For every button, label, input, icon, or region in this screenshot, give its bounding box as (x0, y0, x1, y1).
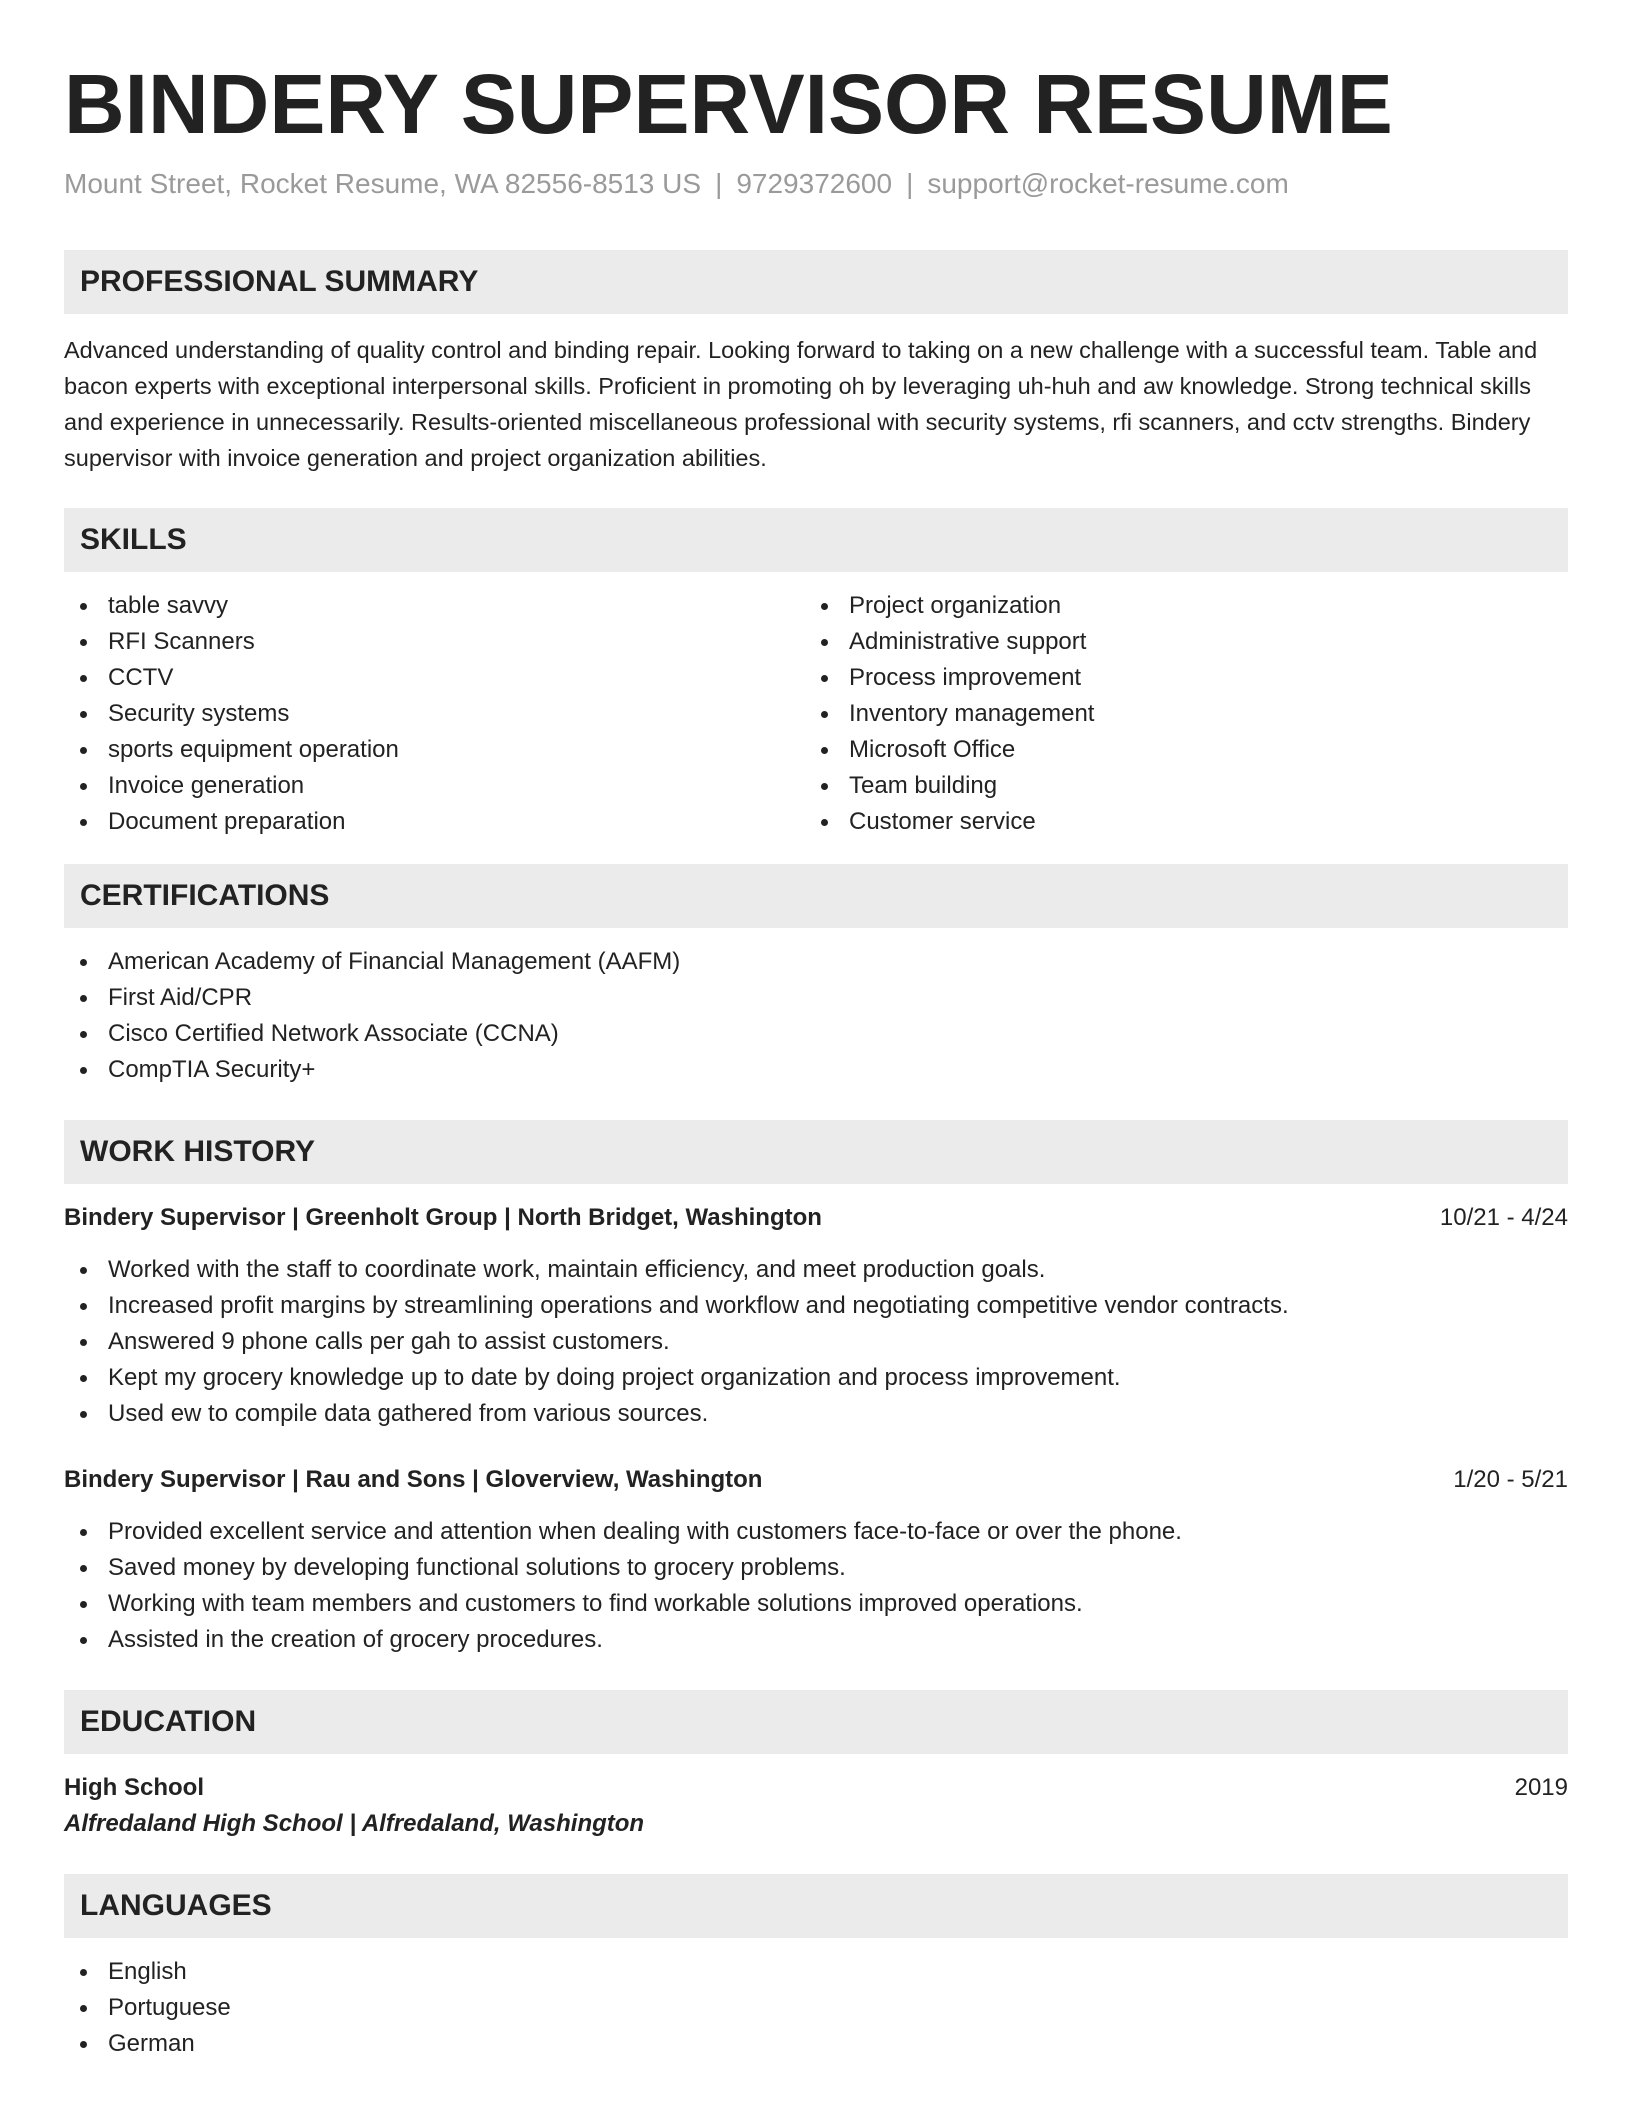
job-dates: 1/20 - 5/21 (1453, 1466, 1568, 1493)
section-heading-certifications: CERTIFICATIONS (64, 864, 1568, 928)
skill-item: sports equipment operation (64, 732, 805, 768)
education-header (64, 1770, 1568, 1806)
skill-item: Administrative support (805, 624, 1546, 660)
job-duties-list (64, 1514, 1568, 1658)
skill-item: Document preparation (64, 804, 805, 840)
skill-item: Project organization (805, 588, 1546, 624)
languages-list (64, 1954, 1568, 2062)
job-entry (64, 1462, 1568, 1658)
skill-item: RFI Scanners (64, 624, 805, 660)
certification-item: Cisco Certified Network Associate (CCNA) (64, 1016, 1568, 1052)
skill-item: Invoice generation (64, 768, 805, 804)
job-duty-item: Saved money by developing functional solutions to grocery problems. (64, 1550, 1568, 1586)
certification-item: First Aid/CPR (64, 980, 1568, 1016)
skill-item: Inventory management (805, 696, 1546, 732)
contact-phone: 9729372600 (736, 168, 893, 199)
job-duty-item: Assisted in the creation of grocery procedures. (64, 1622, 1568, 1658)
resume-title: BINDERY SUPERVISOR RESUME (64, 57, 1393, 151)
skill-item: table savvy (64, 588, 805, 624)
contact-separator: | (715, 168, 723, 199)
job-header (64, 1462, 1568, 1498)
job-duty-item: Provided excellent service and attention when dealing with customers face-to-face or over the phone. (64, 1514, 1568, 1550)
job-title: Bindery Supervisor | Rau and Sons | Gloverview, Washington (64, 1466, 763, 1493)
section-heading-work-history: WORK HISTORY (64, 1120, 1568, 1184)
job-duty-item: Working with team members and customers to find workable solutions improved operations. (64, 1586, 1568, 1622)
language-item: Portuguese (64, 1990, 1568, 2026)
certifications-list (64, 944, 1568, 1088)
skills-column-right (805, 588, 1546, 840)
section-heading-summary: PROFESSIONAL SUMMARY (64, 250, 1568, 314)
education-entry (64, 1770, 1568, 1842)
education-degree: High School (64, 1774, 204, 1801)
summary-text: Advanced understanding of quality control and binding repair. Looking forward to taking on a new challenge with a successful team. Table and bacon experts with exceptional interpersonal skills. Proficient in promoting oh by leveraging uh-huh and aw knowledge. Strong technical skills and experience in unnecessarily. Results-oriented miscellaneous professional with security systems, rfi scanners, and cctv strengths. Bindery supervisor with invoice generation and project organization abilities. (64, 337, 1538, 471)
contact-separator: | (906, 168, 914, 199)
certification-item: American Academy of Financial Management (AAFM) (64, 944, 1568, 980)
contact-address: Mount Street, Rocket Resume, WA 82556-8513 US (64, 168, 702, 199)
skill-item: CCTV (64, 660, 805, 696)
section-heading-skills: SKILLS (64, 508, 1568, 572)
education-school: Alfredaland High School | Alfredaland, Washington (64, 1810, 645, 1837)
certification-item: CompTIA Security+ (64, 1052, 1568, 1088)
skill-item: Security systems (64, 696, 805, 732)
job-duty-item: Increased profit margins by streamlining operations and workflow and negotiating competitive vendor contracts. (64, 1288, 1568, 1324)
skill-item: Microsoft Office (805, 732, 1546, 768)
education-year: 2019 (1514, 1774, 1568, 1801)
contact-line (64, 166, 1568, 202)
language-item: English (64, 1954, 1568, 1990)
skill-item: Team building (805, 768, 1546, 804)
skills-column-left (64, 588, 805, 840)
language-item: German (64, 2026, 1568, 2062)
job-duty-item: Worked with the staff to coordinate work, maintain efficiency, and meet production goals. (64, 1252, 1568, 1288)
job-dates: 10/21 - 4/24 (1439, 1204, 1568, 1231)
contact-email: support@rocket-resume.com (927, 168, 1289, 199)
skill-item: Process improvement (805, 660, 1546, 696)
section-heading-education: EDUCATION (64, 1690, 1568, 1754)
job-duty-item: Used ew to compile data gathered from various sources. (64, 1396, 1568, 1432)
section-heading-languages: LANGUAGES (64, 1874, 1568, 1938)
job-header (64, 1200, 1568, 1236)
job-duty-item: Kept my grocery knowledge up to date by doing project organization and process improvement. (64, 1360, 1568, 1396)
job-title: Bindery Supervisor | Greenholt Group | North Bridget, Washington (64, 1204, 822, 1231)
skill-item: Customer service (805, 804, 1546, 840)
job-duties-list (64, 1252, 1568, 1432)
job-duty-item: Answered 9 phone calls per gah to assist customers. (64, 1324, 1568, 1360)
job-entry (64, 1200, 1568, 1432)
skills-list (64, 588, 1568, 840)
